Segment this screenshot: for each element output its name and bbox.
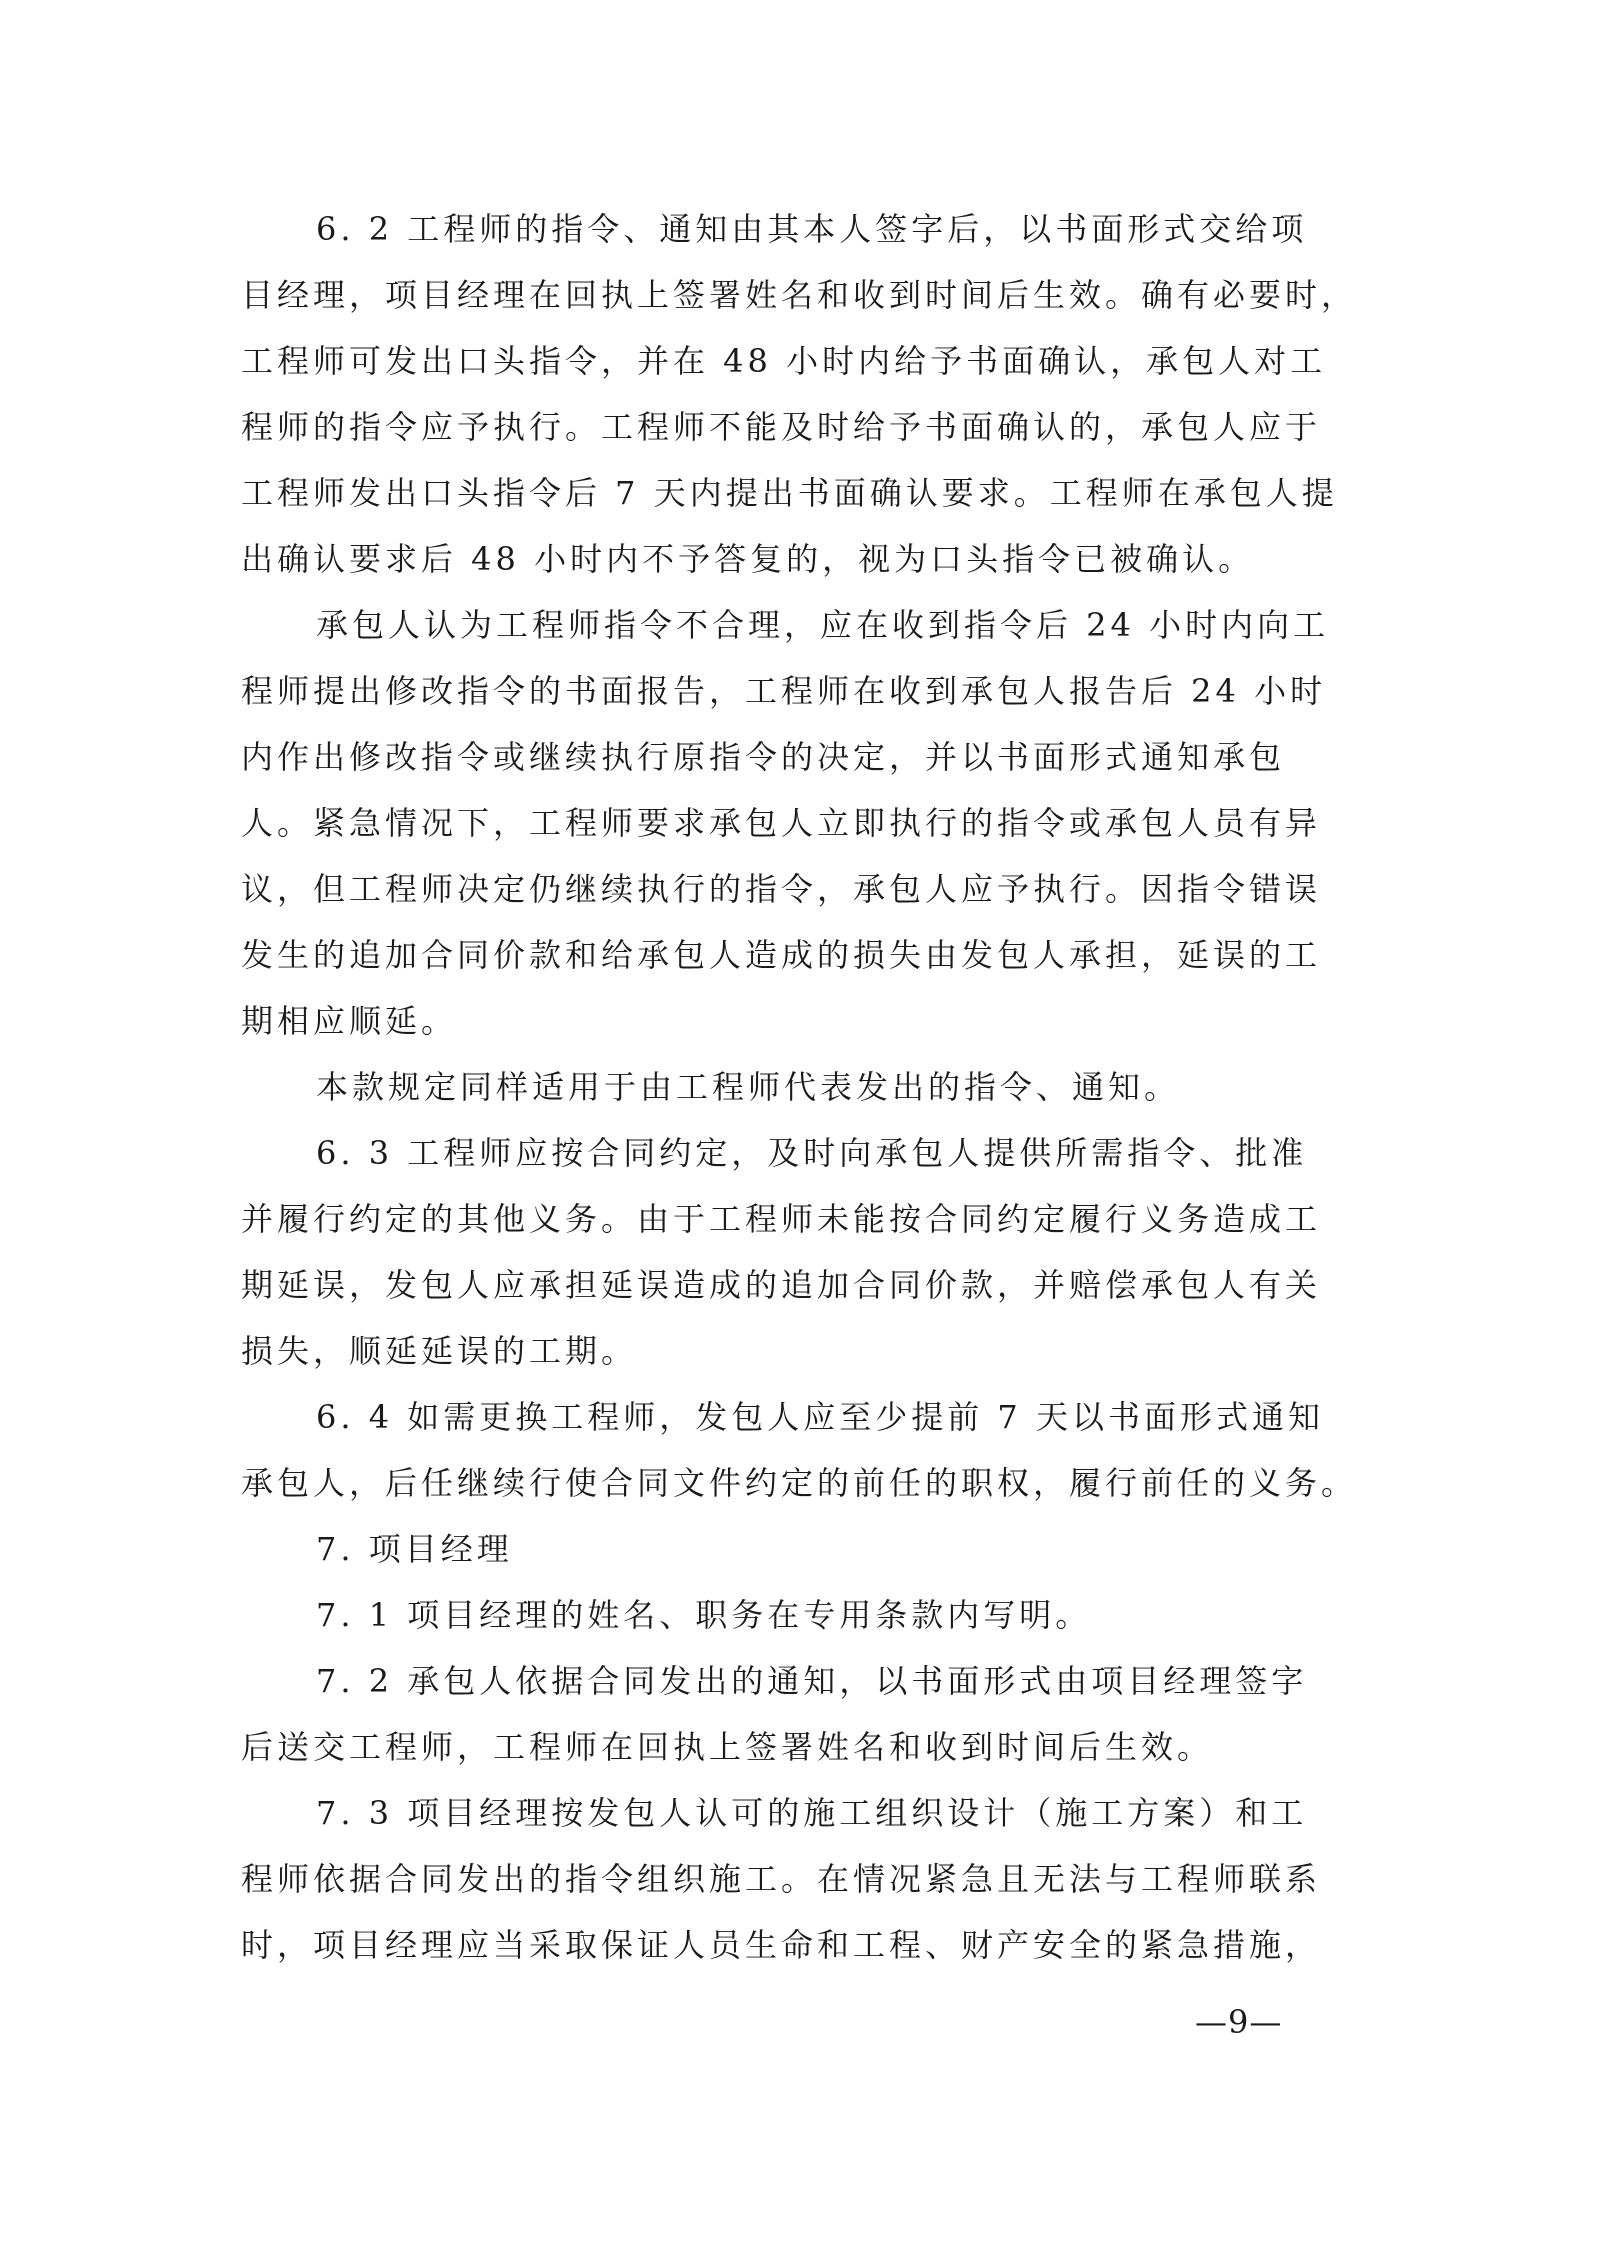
text-line: 期相应顺延。 bbox=[241, 1002, 458, 1040]
text-line: 7. 3 项目经理按发包人认可的施工组织设计（施工方案）和工 bbox=[316, 1794, 1308, 1832]
text-line: 出确认要求后 48 小时内不予答复的，视为口头指令已被确认。 bbox=[241, 540, 1255, 578]
text-line: 人。紧急情况下，工程师要求承包人立即执行的指令或承包人员有异 bbox=[241, 804, 1322, 842]
paragraph-7-1 bbox=[241, 1582, 1357, 1648]
paragraph-7-2 bbox=[241, 1648, 1357, 1780]
paragraph-instruction-objection bbox=[241, 592, 1357, 1054]
text-line: 目经理，项目经理在回执上签署姓名和收到时间后生效。确有必要时， bbox=[241, 276, 1357, 314]
paragraph-7-3 bbox=[241, 1780, 1357, 1978]
paragraph-applicability bbox=[241, 1054, 1357, 1120]
paragraph-6-2 bbox=[241, 196, 1357, 592]
text-line: 程师的指令应予执行。工程师不能及时给予书面确认的，承包人应于 bbox=[241, 408, 1322, 446]
text-line: 本款规定同样适用于由工程师代表发出的指令、通知。 bbox=[316, 1068, 1181, 1106]
text-line: 议，但工程师决定仍继续执行的指令，承包人应予执行。因指令错误 bbox=[241, 870, 1322, 908]
text-line: 6. 3 工程师应按合同约定，及时向承包人提供所需指令、批准 bbox=[316, 1134, 1308, 1172]
text-line: 发生的追加合同价款和给承包人造成的损失由发包人承担，延误的工 bbox=[241, 936, 1322, 974]
text-line: 内作出修改指令或继续执行原指令的决定，并以书面形式通知承包 bbox=[241, 738, 1286, 776]
text-line: 后送交工程师，工程师在回执上签署姓名和收到时间后生效。 bbox=[241, 1728, 1214, 1766]
text-line: 程师依据合同发出的指令组织施工。在情况紧急且无法与工程师联系 bbox=[241, 1860, 1322, 1898]
text-line: 并履行约定的其他义务。由于工程师未能按合同约定履行义务造成工 bbox=[241, 1200, 1322, 1238]
text-line: 工程师可发出口头指令，并在 48 小时内给予书面确认，承包人对工 bbox=[241, 342, 1327, 380]
text-line: 工程师发出口头指令后 7 天内提出书面确认要求。工程师在承包人提 bbox=[241, 474, 1338, 512]
text-line: 6. 2 工程师的指令、通知由其本人签字后，以书面形式交给项 bbox=[316, 210, 1308, 248]
page-number: —9— bbox=[1195, 2003, 1283, 2041]
text-line: 时，项目经理应当采取保证人员生命和工程、财产安全的紧急措施， bbox=[241, 1926, 1322, 1964]
text-line: 损失，顺延延误的工期。 bbox=[241, 1332, 638, 1370]
text-line: 7. 项目经理 bbox=[316, 1530, 513, 1568]
text-line: 7. 1 项目经理的姓名、职务在专用条款内写明。 bbox=[316, 1596, 1092, 1634]
text-line: 7. 2 承包人依据合同发出的通知，以书面形式由项目经理签字 bbox=[316, 1662, 1308, 1700]
text-line: 承包人认为工程师指令不合理，应在收到指令后 24 小时内向工 bbox=[316, 606, 1330, 644]
text-line: 6. 4 如需更换工程师，发包人应至少提前 7 天以书面形式通知 bbox=[316, 1398, 1324, 1436]
section-heading-project-manager bbox=[241, 1516, 1357, 1582]
paragraph-6-4 bbox=[241, 1384, 1357, 1516]
paragraph-6-3 bbox=[241, 1120, 1357, 1384]
text-line: 承包人，后任继续行使合同文件约定的前任的职权，履行前任的义务。 bbox=[241, 1464, 1357, 1502]
text-line: 程师提出修改指令的书面报告，工程师在收到承包人报告后 24 小时 bbox=[241, 672, 1327, 710]
text-line: 期延误，发包人应承担延误造成的追加合同价款，并赔偿承包人有关 bbox=[241, 1266, 1322, 1304]
